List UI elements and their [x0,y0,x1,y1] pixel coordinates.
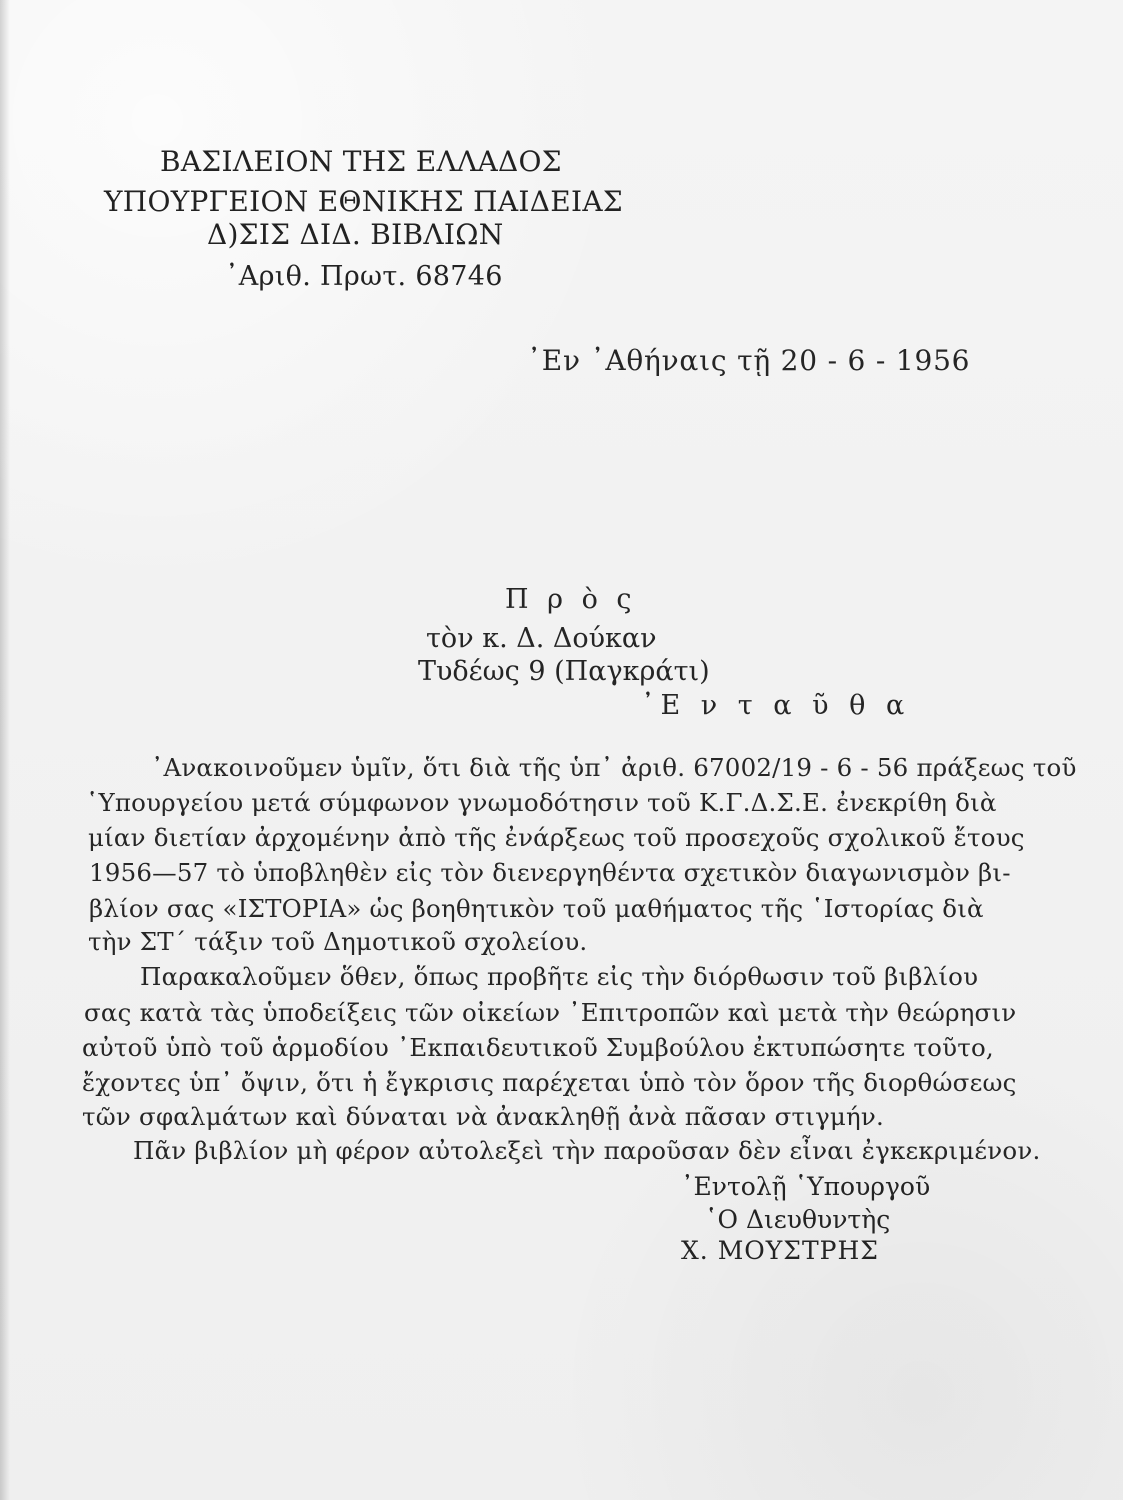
paragraph-1-line-1: ᾿Ανακοινοῦμεν ὑμῖν, ὅτι διὰ τῆς ὑπ᾿ ἀριθ. 67002/19 - 6 - 56 πράξεως τοῦ [151,753,1077,782]
paragraph-1-line-6: τὴν ΣΤ΄ τάξιν τοῦ Δημοτικοῦ σχολείου. [88,927,588,956]
recipient-label: Π ρ ὸ ς [505,584,637,615]
header-kingdom: ΒΑΣΙΛΕΙΟΝ ΤΗΣ ΕΛΛΑΔΟΣ [160,145,562,178]
recipient-city: ᾿Ε ν τ α ῦ θ α [641,690,911,721]
paragraph-1-line-4: 1956—57 τὸ ὑποβληθὲν εἰς τὸν διενεργηθέντα σχετικὸν διαγωνισμὸν βι- [89,858,1011,887]
paragraph-2-line-4: ἔχοντες ὑπ᾿ ὄψιν, ὅτι ἡ ἔγκρισις παρέχεται ὑπὸ τὸν ὅρον τῆς διορθώσεως [82,1068,1017,1097]
closing-line: Πᾶν βιβλίον μὴ φέρον αὐτολεξεὶ τὴν παροῦσαν δὲν εἶναι ἐγκεκριμένον. [133,1136,1041,1165]
paragraph-2-line-5: τῶν σφαλμάτων καὶ δύναται νὰ ἀνακληθῇ ἀνὰ πᾶσαν στιγμήν. [82,1102,884,1131]
paragraph-1-line-3: μίαν διετίαν ἀρχομένην ἀπὸ τῆς ἐνάρξεως τοῦ προσεχοῦς σχολικοῦ ἔτους [88,823,1025,852]
paragraph-1-line-5: βλίον σας «ΙΣΤΟΡΙΑ» ὡς βοηθητικὸν τοῦ μαθήματος τῆς ῾Ιστορίας διὰ [89,894,984,923]
header-protocol-number: ᾿Αριθ. Πρωτ. 68746 [225,261,503,292]
document-date: ᾿Εν ᾿Αθήναις τῇ 20 - 6 - 1956 [527,344,971,377]
paragraph-2-line-2: σας κατὰ τὰς ὑποδείξεις τῶν οἰκείων ᾿Επιτροπῶν καὶ μετὰ τὴν θεώρησιν [84,998,1017,1027]
signature-line-2: ῾Ο Διευθυντὴς [705,1205,891,1234]
signature-line-3: Χ. ΜΟΥΣΤΡΗΣ [681,1236,879,1265]
header-ministry: ΥΠΟΥΡΓΕΙΟΝ ΕΘΝΙΚΗΣ ΠΑΙΔΕΙΑΣ [104,185,623,218]
paragraph-2-line-3: αὐτοῦ ὑπὸ τοῦ ἁρμοδίου ᾿Εκπαιδευτικοῦ Συμβούλου ἐκτυπώσητε τοῦτο, [82,1033,994,1062]
paragraph-2-line-1: Παρακαλοῦμεν ὅθεν, ὅπως προβῆτε εἰς τὴν διόρθωσιν τοῦ βιβλίου [140,962,979,991]
page-edge-shadow [0,0,10,1500]
recipient-name: τὸν κ. Δ. Δούκαν [426,623,657,654]
signature-line-1: ᾿Εντολῇ ῾Υπουργοῦ [681,1172,931,1201]
paragraph-1-line-2: ῾Υπουργείου μετά σύμφωνον γνωμοδότησιν τοῦ Κ.Γ.Δ.Σ.Ε. ἐνεκρίθη διὰ [86,788,997,817]
header-department: Δ)ΣΙΣ ΔΙΔ. ΒΙΒΛΙΩΝ [207,218,504,251]
recipient-address: Τυδέως 9 (Παγκράτι) [418,656,710,687]
